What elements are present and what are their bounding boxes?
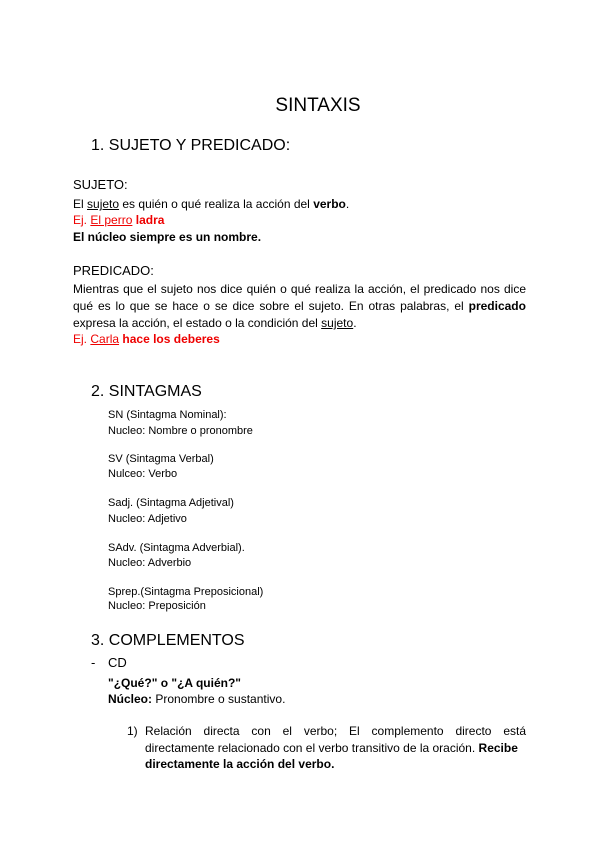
predicado-line-2	[73, 299, 526, 313]
sintagma-name: Sprep.(Sintagma Preposicional)	[108, 586, 264, 598]
sujeto-example-prefix: Ej.	[73, 213, 88, 227]
sintagma-nucleo: Nucleo: Adjetivo	[108, 513, 187, 525]
predicado-example-prefix: Ej.	[73, 332, 88, 346]
cd-point-line-2-text: directamente relacionado con el verbo transitivo de la oración.	[145, 741, 479, 755]
sintagma-name: Sadj. (Sintagma Adjetival)	[108, 497, 234, 509]
predicado-line-1: Mientras que el sujeto nos dice quién o qué realiza la acción, el predicado nos dice	[73, 282, 526, 296]
cd-point-line-2-bold: Recibe	[478, 741, 518, 755]
predicado-line-3-underlined: sujeto	[321, 316, 354, 330]
sujeto-def-end: .	[345, 197, 350, 211]
predicado-example-predicate: hace los deberes	[122, 332, 220, 346]
cd-label: CD	[108, 655, 127, 670]
predicado-line-2-bold: predicado	[468, 299, 526, 313]
sujeto-definition	[73, 197, 349, 211]
sujeto-def-mid: es quién o qué realiza la acción del	[119, 197, 314, 211]
sujeto-example-verb: ladra	[135, 213, 165, 227]
sintagma-nucleo: Nulceo: Verbo	[108, 468, 178, 480]
predicado-example	[73, 332, 220, 346]
sintagma-name: SAdv. (Sintagma Adverbial).	[108, 542, 245, 554]
predicado-line-3-text: expresa la acción, el estado o la condición del	[73, 316, 322, 330]
predicado-label: PREDICADO:	[73, 263, 154, 278]
sujeto-nucleo-note: El núcleo siempre es un nombre.	[73, 230, 262, 244]
cd-point-line-1: Relación directa con el verbo; El complemento directo está	[145, 724, 526, 738]
sintagma-name: SN (Sintagma Nominal):	[108, 409, 227, 421]
section-heading-sujeto-predicado: 1. SUJETO Y PREDICADO:	[91, 137, 291, 154]
cd-point-line-3: directamente la acción del verbo.	[145, 757, 335, 771]
sujeto-def-pre: El	[73, 197, 88, 211]
predicado-line-3	[73, 316, 357, 330]
sintagma-nucleo: Nucleo: Preposición	[108, 600, 206, 612]
predicado-example-subject: Carla	[90, 332, 120, 346]
sujeto-example	[73, 213, 164, 227]
cd-point-number: 1)	[127, 724, 138, 738]
sintagma-nucleo: Nucleo: Nombre o pronombre	[108, 425, 253, 437]
predicado-line-3-end: .	[353, 316, 357, 330]
sujeto-def-underlined: sujeto	[87, 197, 120, 211]
sujeto-example-subject: El perro	[90, 213, 133, 227]
sujeto-label: SUJETO:	[73, 177, 128, 192]
cd-nucleo	[108, 692, 285, 706]
sujeto-def-bold: verbo	[313, 197, 346, 211]
sintagma-name: SV (Sintagma Verbal)	[108, 453, 214, 465]
cd-question: "¿Qué?" o "¿A quién?"	[108, 676, 241, 690]
predicado-line-2-text: qué es lo que se hace o se dice sobre el sujeto. En otras palabras, el	[73, 299, 464, 313]
section-heading-sintagmas: 2. SINTAGMAS	[91, 383, 202, 400]
cd-point-line-2	[145, 741, 518, 755]
cd-nucleo-label: Núcleo:	[108, 692, 153, 706]
section-heading-complementos: 3. COMPLEMENTOS	[91, 632, 245, 649]
cd-nucleo-text: Pronombre o sustantivo.	[152, 692, 286, 706]
cd-bullet: -	[91, 655, 96, 670]
sintagma-nucleo: Nucleo: Adverbio	[108, 557, 192, 569]
page-title: SINTAXIS	[275, 95, 361, 116]
